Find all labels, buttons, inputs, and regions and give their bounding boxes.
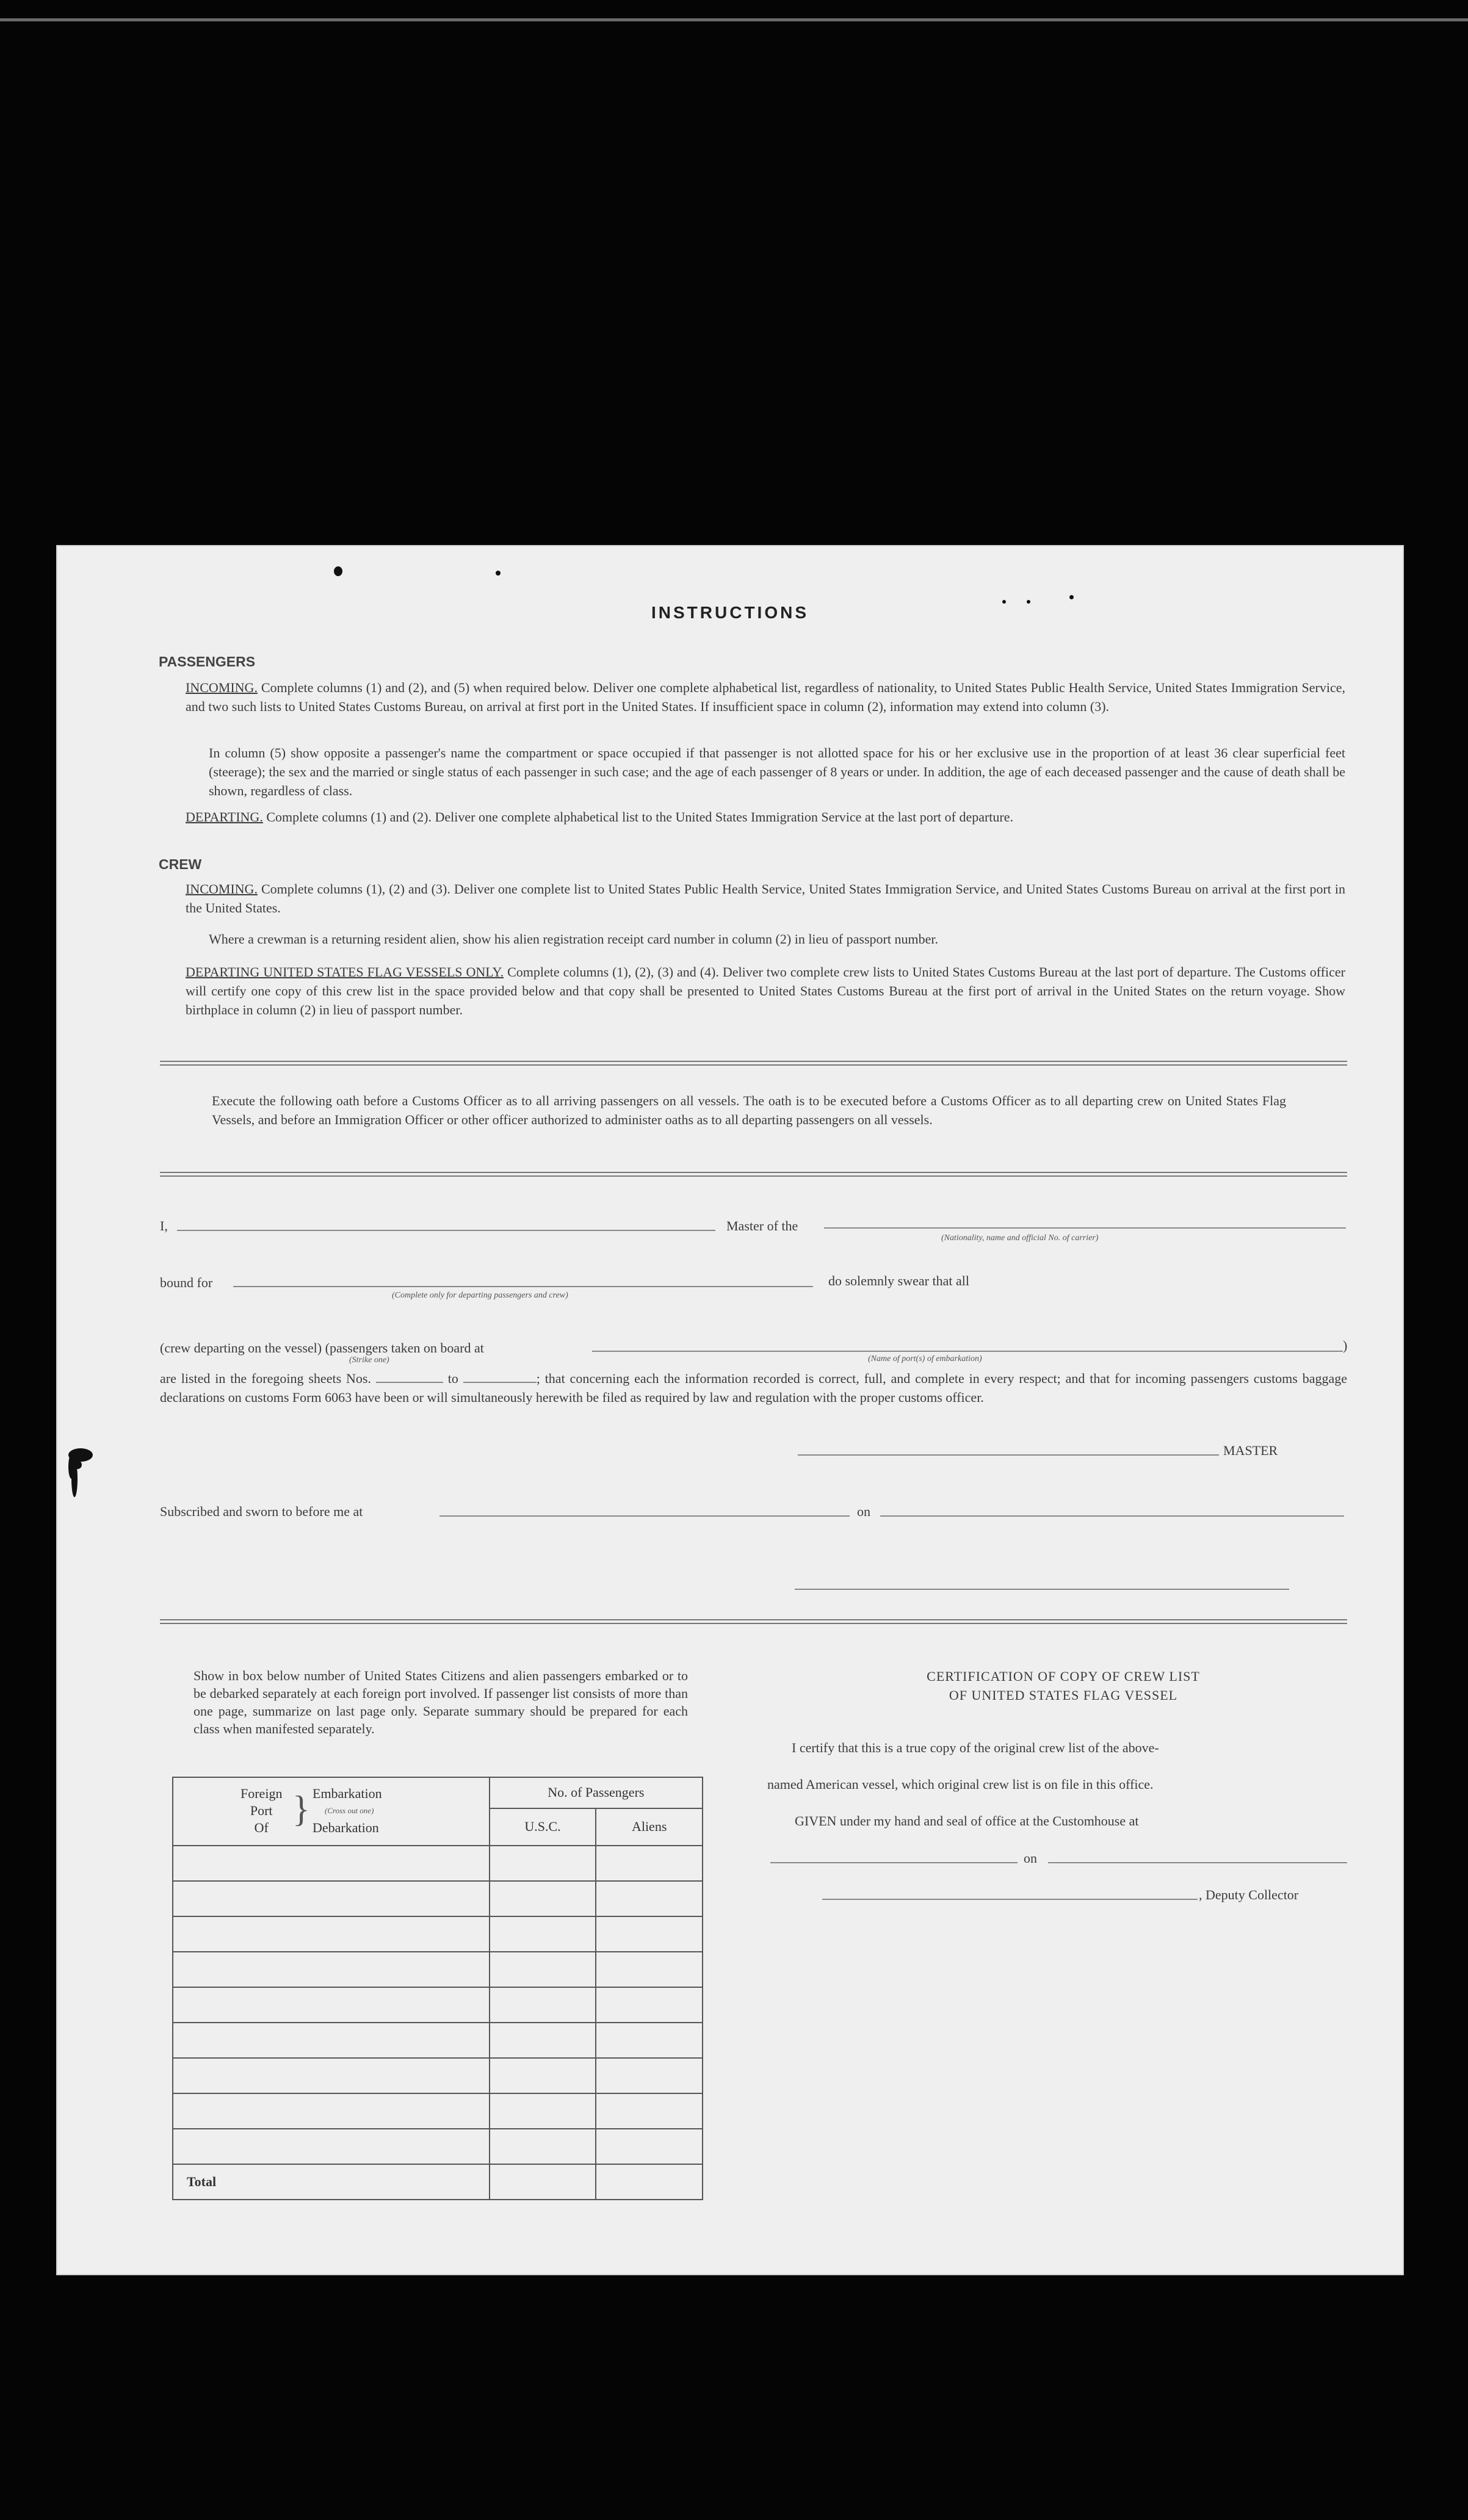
port-cell[interactable] [173, 2093, 490, 2129]
table-row [173, 2093, 703, 2129]
subscribed-on-label: on [857, 1504, 870, 1519]
crew-incoming-text [186, 879, 1345, 917]
double-rule [160, 1619, 1347, 1624]
certification-title-line2: OF UNITED STATES FLAG VESSEL [949, 1688, 1178, 1703]
aliens-cell[interactable] [596, 1881, 703, 1916]
crew-resident-text: Where a crewman is a returning resident alien, show his alien registration receipt card number in column (2) in lieu of passport number. [209, 931, 938, 947]
cross-out-hint: (Cross out one) [325, 1806, 374, 1815]
subscribed-date-field[interactable] [880, 1515, 1344, 1517]
table-row [173, 2023, 703, 2058]
foreign-label: Foreign [240, 1786, 283, 1801]
scan-mark [334, 566, 342, 576]
usc-cell[interactable] [490, 2093, 596, 2129]
debarkation-label: Debarkation [313, 1820, 379, 1835]
deputy-collector-label: , Deputy Collector [1199, 1887, 1299, 1902]
table-row [173, 1916, 703, 1952]
passengers-incoming-text [186, 678, 1345, 716]
aliens-header: Aliens [596, 1808, 703, 1846]
crew-departing-label: DEPARTING UNITED STATES FLAG VESSELS ONLY. [186, 964, 504, 980]
crew-incoming-label: INCOMING. [186, 881, 258, 897]
bound-for-label: bound for [160, 1275, 213, 1290]
no-of-passengers-header: No. of Passengers [490, 1777, 703, 1808]
sheet-to-field[interactable] [463, 1371, 537, 1383]
table-row [173, 1846, 703, 1881]
officer-signature-field[interactable] [795, 1589, 1289, 1590]
usc-header: U.S.C. [490, 1808, 596, 1846]
oath-i-label: I, [160, 1218, 168, 1233]
customhouse-field[interactable] [770, 1862, 1018, 1863]
port-cell[interactable] [173, 1987, 490, 2023]
listed-text-b: ; that concerning each the information recorded is correct, full, and complete in every respect; and that for incoming passengers customs baggage declarations on customs Form 6063 have been or will simultaneously herewith be filed as required by law and regulation with the proper customs officer. [160, 1371, 1348, 1405]
subscribed-place-field[interactable] [439, 1515, 850, 1517]
top-border-line [0, 18, 1468, 21]
aliens-cell[interactable] [596, 1846, 703, 1881]
crew-departing-text [186, 962, 1345, 1019]
table-row [173, 1881, 703, 1916]
aliens-total-cell[interactable] [596, 2164, 703, 2200]
usc-cell[interactable] [490, 2023, 596, 2058]
usc-cell[interactable] [490, 2058, 596, 2093]
port-cell[interactable] [173, 2129, 490, 2164]
usc-cell[interactable] [490, 1987, 596, 2023]
aliens-cell[interactable] [596, 2058, 703, 2093]
aliens-cell[interactable] [596, 2023, 703, 2058]
certification-line2: named American vessel, which original crew list is on file in this office. [767, 1777, 1154, 1792]
document-page [56, 545, 1404, 2275]
double-rule [160, 1172, 1347, 1177]
incoming-body: Complete columns (1) and (2), and (5) when required below. Deliver one complete alphabetical list, regardless of nationality, to United States Public Health Service, United States Immigration Service, and two such lists to United States Customs Bureau, on arrival at first port in the United States. If insufficient space in column (2), information may extend into column (3). [186, 680, 1346, 714]
certification-title [758, 1667, 1369, 1705]
departing-label: DEPARTING. [186, 809, 263, 825]
aliens-cell[interactable] [596, 1987, 703, 2023]
passengers-heading: PASSENGERS [159, 654, 256, 670]
crew-departing-body: Complete columns (1), (2), (3) and (4). Deliver two complete crew lists to United States Customs Bureau at the last port of departure. The Customs officer will certify one copy of this crew list in the space provided below and that copy shall be presented to United States Customs Bureau at the first port of arrival in the United States on the return voyage. Show birthplace in column (2) in lieu of passport number. [186, 964, 1346, 1017]
sheet-from-field[interactable] [376, 1371, 443, 1383]
master-signature-field[interactable] [798, 1454, 1219, 1456]
scan-mark [1069, 595, 1074, 599]
bound-hint: (Complete only for departing passengers and crew) [392, 1291, 568, 1300]
table-row [173, 1987, 703, 2023]
port-hint: (Name of port(s) of embarkation) [868, 1354, 982, 1363]
total-row [173, 2164, 703, 2200]
passengers-departing-text [186, 807, 1345, 826]
scan-mark [496, 571, 501, 576]
port-cell[interactable] [173, 2058, 490, 2093]
deputy-signature-field[interactable] [822, 1899, 1198, 1900]
certification-on-label: on [1024, 1850, 1037, 1866]
port-cell[interactable] [173, 2023, 490, 2058]
oath-instruction: Execute the following oath before a Customs Officer as to all arriving passengers on all vessels. The oath is to be executed before a Customs Officer as to all departing crew on United States Flag Vessels, and before an Immigration Officer or other officer authorized to administer oaths as to all departing passengers on all vessels. [212, 1093, 1286, 1127]
summary-instruction: Show in box below number of United States Citizens and alien passengers embarked or to be debarked separately at each foreign port involved. If passenger list consists of more than one page, summarize on last page only. Separate summary should be prepared for each class when manifested separately. [193, 1668, 688, 1736]
port-cell[interactable] [173, 1916, 490, 1952]
usc-cell[interactable] [490, 2129, 596, 2164]
aliens-cell[interactable] [596, 1952, 703, 1987]
incoming-label: INCOMING. [186, 680, 258, 695]
listed-statement [160, 1369, 1347, 1407]
embarkation-port-field[interactable] [592, 1351, 1343, 1352]
usc-cell[interactable] [490, 1846, 596, 1881]
table-row [173, 1952, 703, 1987]
crew-incoming-body: Complete columns (1), (2) and (3). Deliver one complete list to United States Public Health Service, United States Immigration Service, and United States Customs Bureau on arrival at the first port in the United States. [186, 881, 1346, 915]
master-of-the-label: Master of the [726, 1218, 798, 1233]
port-cell[interactable] [173, 1952, 490, 1987]
port-cell[interactable] [173, 1846, 490, 1881]
certification-line1: I certify that this is a true copy of the original crew list of the above- [792, 1740, 1159, 1755]
certification-line3: GIVEN under my hand and seal of office at the Customhouse at [795, 1813, 1139, 1829]
port-label: Port [250, 1803, 273, 1818]
total-label: Total [173, 2164, 490, 2200]
port-header-cell [173, 1777, 490, 1846]
passengers-column5-text: In column (5) show opposite a passenger's name the compartment or space occupied if that passenger is not allotted space for his or her exclusive use in the proportion of at least 36 clear superficial feet (steerage); the sex and the married or single status of each passenger in such case; and the age of each passenger of 8 years or under. In addition, the age of each deceased passenger and the cause of death shall be shown, regardless of class. [209, 745, 1345, 798]
aliens-cell[interactable] [596, 2093, 703, 2129]
brace-icon: } [292, 1789, 310, 1829]
port-cell[interactable] [173, 1881, 490, 1916]
aliens-cell[interactable] [596, 1916, 703, 1952]
double-rule [160, 1061, 1347, 1066]
close-paren: ) [1343, 1338, 1348, 1353]
page-title: INSTRUCTIONS [651, 603, 809, 622]
crew-heading: CREW [159, 856, 202, 872]
embarkation-label: Embarkation [313, 1786, 382, 1801]
crew-departing-label: (crew departing on the vessel) (passengers taken on board at [160, 1340, 484, 1356]
master-label: MASTER [1223, 1443, 1278, 1458]
passenger-summary-table [172, 1777, 703, 2200]
subscribed-label: Subscribed and sworn to before me at [160, 1504, 363, 1519]
master-name-field[interactable] [177, 1230, 715, 1231]
swear-label: do solemnly swear that all [828, 1273, 969, 1288]
listed-to: to [447, 1371, 458, 1386]
certification-title-line1: CERTIFICATION OF COPY OF CREW LIST [927, 1669, 1200, 1684]
usc-cell[interactable] [490, 1881, 596, 1916]
bound-for-field[interactable] [233, 1286, 813, 1287]
departing-body: Complete columns (1) and (2). Deliver one complete alphabetical list to the United States Immigration Service at the last port of departure. [266, 809, 1014, 825]
usc-cell[interactable] [490, 1952, 596, 1987]
usc-total-cell[interactable] [490, 2164, 596, 2200]
usc-cell[interactable] [490, 1916, 596, 1952]
listed-text-a: are listed in the foregoing sheets Nos. [160, 1371, 371, 1386]
of-label: Of [254, 1820, 269, 1835]
aliens-cell[interactable] [596, 2129, 703, 2164]
strike-one-hint: (Strike one) [349, 1356, 389, 1365]
scan-mark [71, 1460, 78, 1497]
carrier-field[interactable] [824, 1227, 1346, 1229]
table-row [173, 2129, 703, 2164]
nationality-hint: (Nationality, name and official No. of carrier) [941, 1233, 1099, 1243]
certification-date-field[interactable] [1048, 1862, 1347, 1863]
table-row [173, 2058, 703, 2093]
